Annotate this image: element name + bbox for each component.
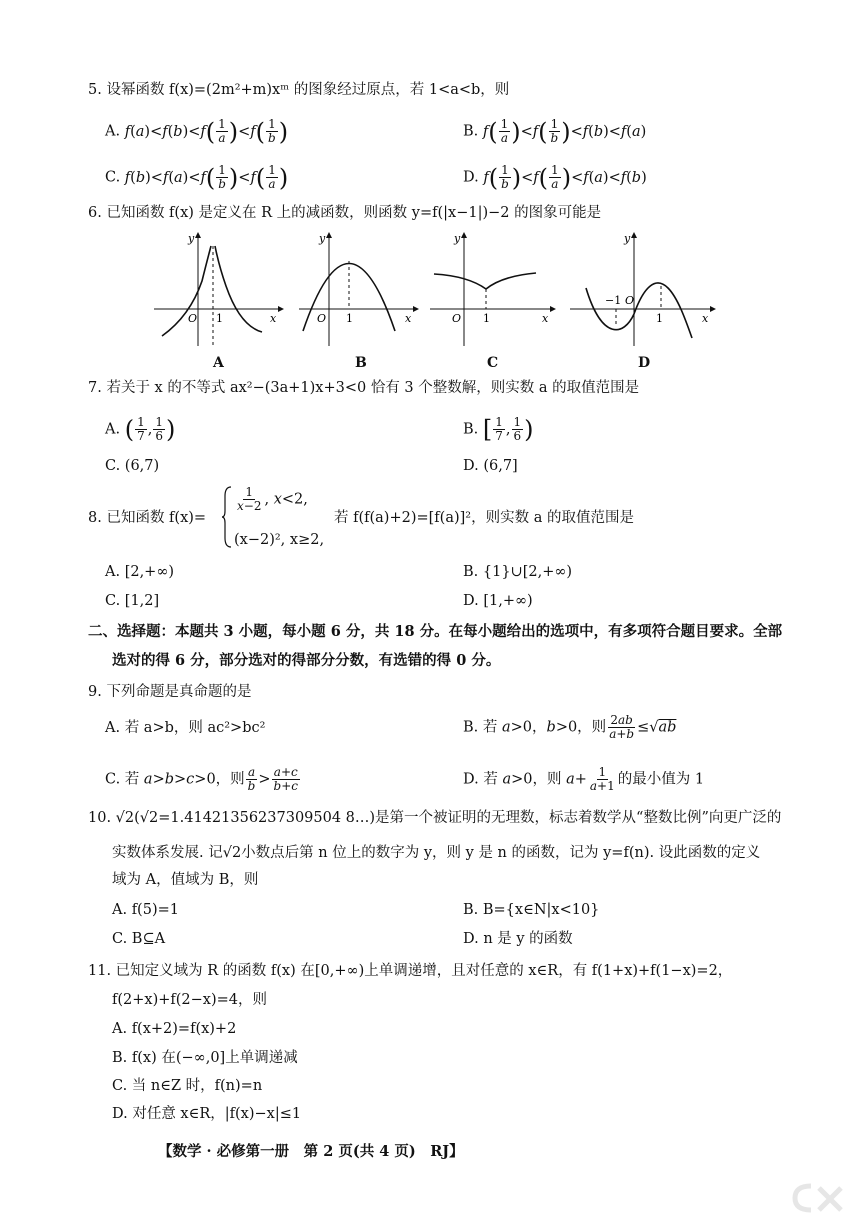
svg-text:O: O [317,312,327,325]
q5-option-d [463,164,647,191]
q11-line1: 11. 已知定义域为 R 的函数 f(x) 在[0,+∞)上单调递增，且对任意的 x∈R，有 f(1+x)+f(1−x)=2， [88,963,733,979]
svg-text:y: y [624,232,631,245]
q5-a-expr: f(a)<f(b)<f( $\frac{1}{a}$ )<f( $\frac{1}{b}$ ) [124,117,289,146]
svg-text:1: 1 [656,312,663,325]
section2-line2: 选对的得 6 分，部分选对的得部分分数，有选错的得 0 分。 [112,652,501,669]
svg-text:1: 1 [483,312,490,325]
q11-option-a: A. f(x+2)=f(x)+2 [112,1021,237,1037]
svg-text:y: y [454,232,461,245]
graph-label-b: B [355,355,367,371]
graph-b [295,226,420,355]
q5-option-c [105,164,288,191]
q5-d-letter: D. [463,169,479,186]
graph-a [150,226,285,355]
q7-option-c: C. (6,7) [105,458,160,474]
q11-line2: f(2+x)+f(2−x)=4，则 [112,992,267,1008]
graph-c [428,226,558,355]
svg-text:1: 1 [346,312,353,325]
q10-line3: 域为 A，值域为 B，则 [112,872,259,888]
q7-option-b: B. [ $\frac{1}{7}$ , $\frac{1}{6}$ ) [463,415,534,444]
svg-text:y: y [188,232,195,245]
q8-option-a: A. [2,+∞) [105,564,175,580]
page-footer: 【数学 · 必修第一册 第 2 页(共 4 页) RJ】 [158,1143,464,1160]
graph-label-a: A [213,355,224,371]
q5-c-expr: f(b)<f(a)<f( $\frac{1}{b}$ )<f( $\frac{1}{a}$ ) [124,163,289,192]
svg-text:O: O [452,312,462,325]
q10-option-a: A. f(5)=1 [112,902,179,918]
q8-option-d: D. [1,+∞) [463,593,533,609]
svg-text:−1: −1 [605,294,622,307]
graph-label-c: C [487,355,499,371]
svg-text:x: x [405,312,412,325]
watermark-logo-icon [789,1178,849,1218]
q7-stem: 7. 若关于 x 的不等式 ax²−(3a+1)x+3<0 恰有 3 个整数解，则实数 a 的取值范围是 [88,380,640,396]
q9-option-c: C. 若 a>b>c>0，则 $\frac{a}{b}$ > $\frac{a+c}{b+c}$ [105,765,298,793]
q9-option-a: A. 若 a>b，则 ac²>bc² [105,720,266,736]
q10-option-c: C. B⊆A [112,931,166,947]
q8-case1: $\frac{1}{x-2}$ , x<2, [237,485,308,513]
q8-case2: (x−2)², x≥2, [234,532,325,548]
q5-stem: 5. 设幂函数 f(x)=(2m²+m)xᵐ 的图象经过原点，若 1<a<b，则 [88,82,510,98]
q5-option-a [105,118,288,145]
q5-b-letter: B. [463,123,479,140]
svg-text:x: x [542,312,549,325]
section2-line1: 二、选择题：本题共 3 小题，每小题 6 分，共 18 分。在每小题给出的选项中，有多项符合题目要求。全部 [88,623,783,640]
q11-option-c: C. 当 n∈Z 时，f(n)=n [112,1078,263,1094]
q10-line1: 10. √2(√2=1.41421356237309504 8…)是第一个被证明的无理数，标志着数学从“整数比例”向更广泛的 [88,810,782,826]
q7-option-d: D. (6,7] [463,458,518,474]
q5-d-expr: f( $\frac{1}{b}$ )<f( $\frac{1}{a}$ )<f(a)<f(b) [483,163,647,192]
q7-option-a: A. ( $\frac{1}{7}$ , $\frac{1}{6}$ ) [105,415,176,444]
q10-line2: 实数体系发展. 记√2小数点后第 n 位上的数字为 y，则 y 是 n 的函数，记为 y=f(n). 设此函数的定义 [112,845,761,861]
graph-d [568,226,718,355]
q5-a-letter: A. [105,123,121,140]
q9-stem: 9. 下列命题是真命题的是 [88,684,252,700]
q8-prefix: 8. 已知函数 f(x)= [88,510,207,526]
svg-text:x: x [702,312,709,325]
q8-option-c: C. [1,2] [105,593,160,609]
q8-option-b: B. {1}∪[2,+∞) [463,564,573,580]
q9-option-d: D. 若 a>0，则 a+ $\frac{1}{a+1}$ 的最小值为 1 [463,765,705,793]
q8-tail: 若 f(f(a)+2)=[f(a)]²，则实数 a 的取值范围是 [334,510,634,526]
q6-stem: 6. 已知函数 f(x) 是定义在 R 上的减函数，则函数 y=f(|x−1|)−2 的图象可能是 [88,205,602,221]
q10-option-b: B. B={x∈N|x<10} [463,902,600,918]
svg-text:O: O [625,294,635,307]
graph-label-d: D [638,355,651,371]
q8-brace [222,486,232,548]
q11-option-b: B. f(x) 在(−∞,0]上单调递减 [112,1050,298,1066]
q5-option-b [463,118,646,145]
q5-b-expr: f( $\frac{1}{a}$ )<f( $\frac{1}{b}$ )<f(b)<f(a) [482,117,647,146]
svg-text:y: y [319,232,326,245]
svg-text:O: O [188,312,198,325]
q5-c-letter: C. [105,169,121,186]
svg-text:x: x [270,312,277,325]
q9-option-b: B. 若 a>0，b>0，则 $\frac{2ab}{a+b}$ ≤√ab [463,713,677,741]
q10-option-d: D. n 是 y 的函数 [463,931,573,947]
svg-text:1: 1 [216,312,223,325]
q11-option-d: D. 对任意 x∈R，|f(x)−x|≤1 [112,1106,302,1122]
